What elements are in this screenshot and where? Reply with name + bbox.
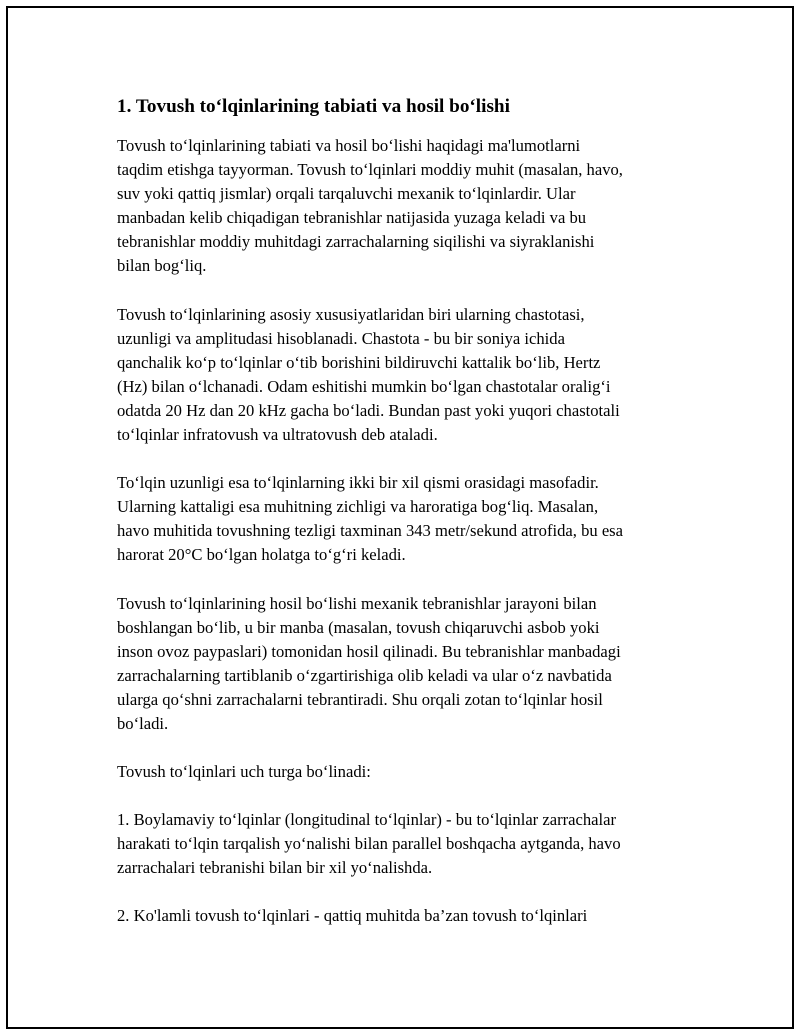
paragraph-4 (117, 592, 687, 737)
text-line: suv yoki qattiq jismlar) orqali tarqaluvchi mexanik to‘lqinlardir. Ular (117, 184, 576, 204)
paragraph-2 (117, 303, 687, 448)
text-line: qanchalik ko‘p to‘lqinlar o‘tib borishini bildiruvchi kattalik bo‘lib, Hertz (117, 352, 601, 372)
text-line: tebranishlar moddiy muhitdagi zarrachalarning siqilishi va siyraklanishi (117, 232, 595, 252)
text-line: boshlangan bo‘lib, u bir manba (masalan, tovush chiqaruvchi asbob yoki (117, 617, 600, 637)
paragraph-1 (117, 134, 687, 279)
list-item-1 (117, 808, 687, 880)
text-line: to‘lqinlar infratovush va ultratovush deb ataladi. (117, 425, 438, 445)
text-line: uzunligi va amplitudasi hisoblanadi. Chastota - bu bir soniya ichida (117, 328, 565, 348)
text-line: manbadan kelib chiqadigan tebranishlar natijasida yuzaga keladi va bu (117, 208, 587, 228)
text-line: zarrachalari tebranishi bilan bir xil yo‘nalishda. (117, 858, 433, 878)
text-line: 2. Ko'lamli tovush to‘lqinlari - qattiq muhitda ba’zan tovush to‘lqinlari (117, 906, 588, 926)
text-line: odatda 20 Hz dan 20 kHz gacha bo‘ladi. Bundan past yoki yuqori chastotali (117, 400, 620, 420)
text-line: havo muhitida tovushning tezligi taxminan 343 metr/sekund atrofida, bu esa (117, 521, 624, 541)
text-line: zarrachalarning tartiblanib o‘zgartirishiga olib keladi va ular o‘z navbatida (117, 665, 612, 685)
document-title: 1. Tovush to‘lqinlarining tabiati va hosil bo‘lishi (117, 96, 510, 117)
text-line: Tovush to‘lqinlari uch turga bo‘linadi: (117, 762, 371, 782)
text-line: bo‘ladi. (117, 713, 169, 733)
text-line: harorat 20°C bo‘lgan holatga to‘g‘ri keladi. (117, 545, 406, 565)
text-line: inson ovoz paypaslari) tomonidan hosil qilinadi. Bu tebranishlar manbadagi (117, 641, 621, 661)
text-line: Tovush to‘lqinlarining tabiati va hosil bo‘lishi haqidagi ma'lumotlarni (117, 136, 581, 155)
text-line: Tovush to‘lqinlarining asosiy xususiyatlaridan biri ularning chastotasi, (117, 304, 585, 324)
text-line: 1. Boylamaviy to‘lqinlar (longitudinal to‘lqinlar) - bu to‘lqinlar zarrachalar (117, 810, 617, 830)
text-line: Tovush to‘lqinlarining hosil bo‘lishi mexanik tebranishlar jarayoni bilan (117, 593, 597, 613)
text-line: taqdim etishga tayyorman. Tovush to‘lqinlari moddiy muhit (masalan, havo, (117, 160, 623, 180)
text-line: harakati to‘lqin tarqalish yo‘nalishi bilan parallel boshqacha aytganda, havo (117, 834, 621, 854)
paragraph-5 (117, 760, 687, 784)
text-line: Ularning kattaligi esa muhitning zichligi va haroratiga bog‘liq. Masalan, (117, 497, 599, 517)
text-line: ularga qo‘shni zarrachalarni tebrantiradi. Shu orqali zotan to‘lqinlar hosil (117, 689, 603, 709)
document-body (117, 95, 687, 953)
paragraph-3 (117, 471, 687, 567)
text-line: (Hz) bilan o‘lchanadi. Odam eshitishi mumkin bo‘lgan chastotalar oralig‘i (117, 376, 611, 396)
list-item-2 (117, 904, 687, 928)
text-line: To‘lqin uzunligi esa to‘lqinlarning ikki bir xil qismi orasidagi masofadir. (117, 473, 599, 493)
text-line: bilan bog‘liq. (117, 256, 207, 276)
